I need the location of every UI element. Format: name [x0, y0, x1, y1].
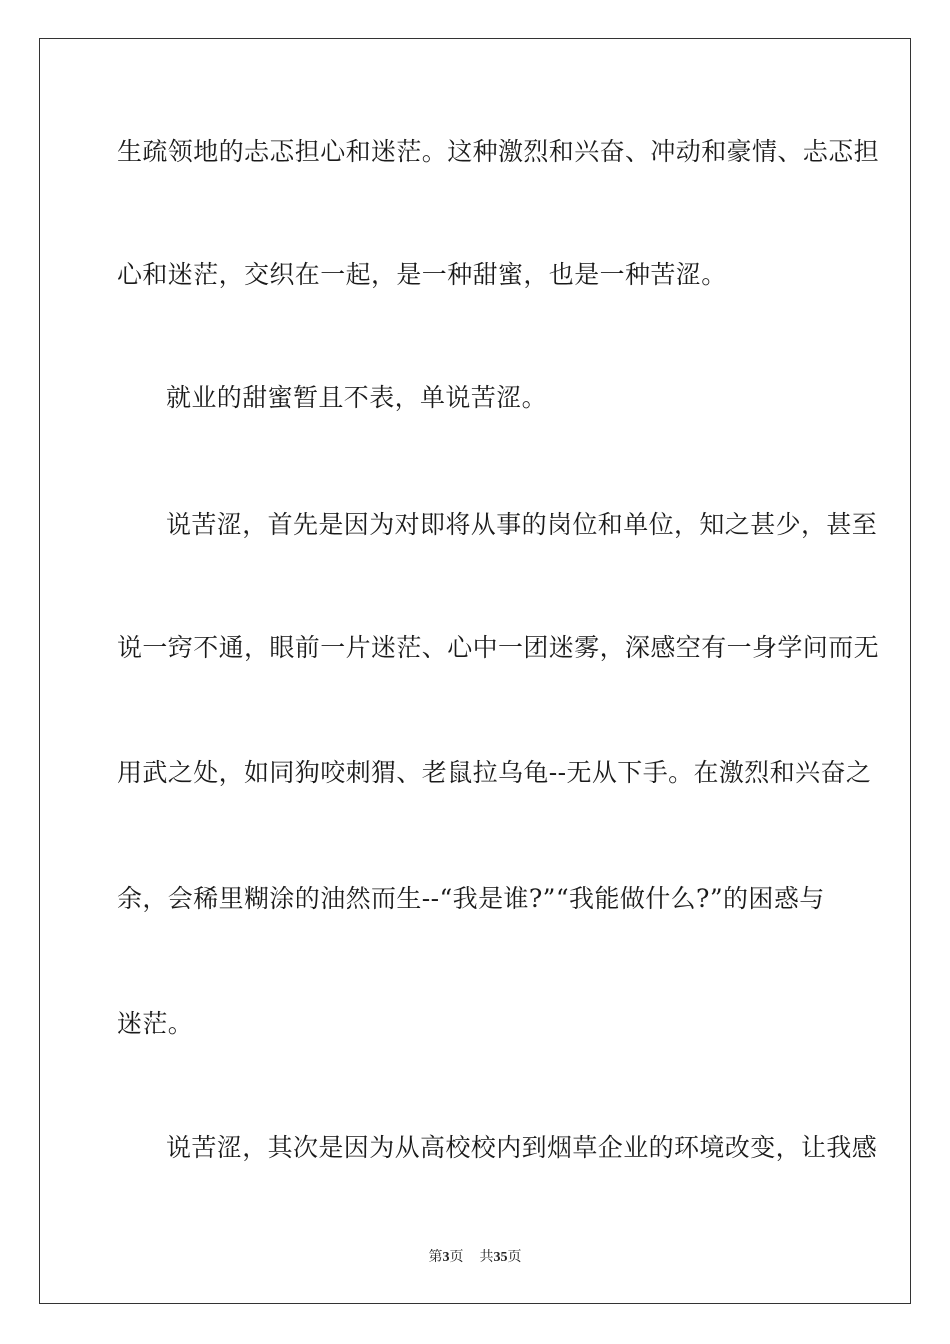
text-line-6: 用武之处，如同狗咬刺猬、老鼠拉乌龟--无从下手。在激烈和兴奋之 — [117, 758, 872, 787]
text-line-5: 说一窍不通，眼前一片迷茫、心中一团迷雾，深感空有一身学问而无 — [117, 633, 880, 662]
page-suffix: 页 — [449, 1249, 464, 1265]
paragraph-start-line: 说苦涩，其次是因为从高校校内到烟草企业的环境改变，让我感 — [166, 1133, 878, 1162]
text-line-8: 迷茫。 — [117, 1009, 194, 1038]
total-prefix: 共 — [479, 1249, 494, 1265]
paragraph-start-line: 就业的甜蜜暂且不表，单说苦涩。 — [166, 383, 548, 412]
total-suffix: 页 — [507, 1249, 522, 1265]
page-prefix: 第 — [428, 1249, 443, 1265]
total-pages: 35 — [493, 1250, 508, 1265]
page-footer — [0, 1248, 950, 1267]
page-number: 3 — [442, 1250, 450, 1265]
text-line-2: 心和迷茫，交织在一起，是一种甜蜜，也是一种苦涩。 — [117, 260, 727, 289]
paragraph-start-line: 说苦涩，首先是因为对即将从事的岗位和单位，知之甚少，甚至 — [166, 510, 878, 539]
text-line-1: 生疏领地的忐忑担心和迷茫。这种激烈和兴奋、冲动和豪情、忐忑担 — [117, 137, 880, 166]
text-line-7: 余，会稀里糊涂的油然而生--“我是谁?”“我能做什么?”的困惑与 — [117, 884, 825, 913]
page-border — [39, 38, 911, 1304]
